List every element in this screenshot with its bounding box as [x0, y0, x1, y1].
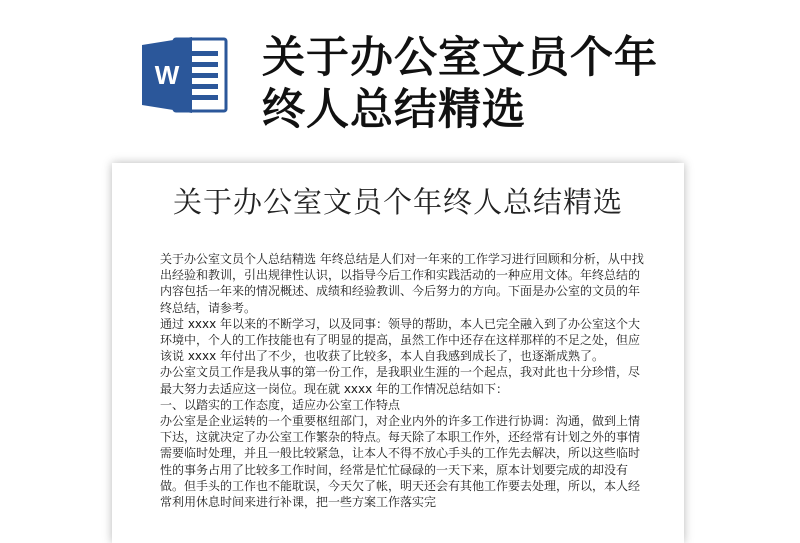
- header-banner: [0, 0, 800, 150]
- paragraph: 办公室文员工作是我从事的第一份工作，是我职业生涯的一个起点，我对此也十分珍惜，尽最大努力去适应这一岗位。现在就 xxxx 年的工作情况总结如下：: [160, 365, 641, 396]
- word-icon-letter: W: [154, 60, 180, 90]
- header-title-line-2: 终人总结精选: [262, 85, 526, 135]
- paragraph: 通过 xxxx 年以来的不断学习，以及同事：领导的帮助，本人已完全融入到了办公室这个大环境中，个人的工作技能也有了明显的提高，虽然工作中还存在这样那样的不足之处，但应该说 xxxx 年付出了不少，也收获了比较多，本人自我感到成长了，也逐渐成熟了。: [160, 316, 641, 364]
- header-title-line-1: 关于办公室文员个年: [262, 33, 658, 83]
- word-document-icon: [140, 35, 230, 115]
- section-heading: 一、以踏实的工作态度，适应办公室工作特点: [160, 397, 401, 412]
- paragraph: 关于办公室文员个人总结精选 年终总结是人们对一年来的工作学习进行回顾和分析，从中找出经验和教训，引出规律性认识，以指导今后工作和实践活动的一种应用文体。年终总结的内容包括一年来的情况概述、成绩和经验教训、今后努力的方向。下面是办公室的文员的年终总结，请参考。: [160, 252, 644, 315]
- document-body: [160, 251, 646, 510]
- document-page: [112, 163, 684, 543]
- paragraph: 办公室是企业运转的一个重要枢纽部门，对企业内外的许多工作进行协调：沟通，做到上情下达，这就决定了办公室工作繁杂的特点。每天除了本职工作外，还经常有计划之外的事情需要临时处理，并且一般比较紧急，让本人不得不放心手头的工作先去解决，所以这些临时性的事务占用了比较多工作时间，经常是忙忙碌碌的一天下来，原本计划要完成的却没有做。但手头的工作也不能耽误，今天欠了帐，明天还会有其他工作要去处理，所以，本人经常利用休息时间来进行补课，把一些方案工作落实完: [160, 414, 641, 510]
- document-title: 关于办公室文员个年终人总结精选: [172, 185, 623, 219]
- header-title: [262, 32, 732, 136]
